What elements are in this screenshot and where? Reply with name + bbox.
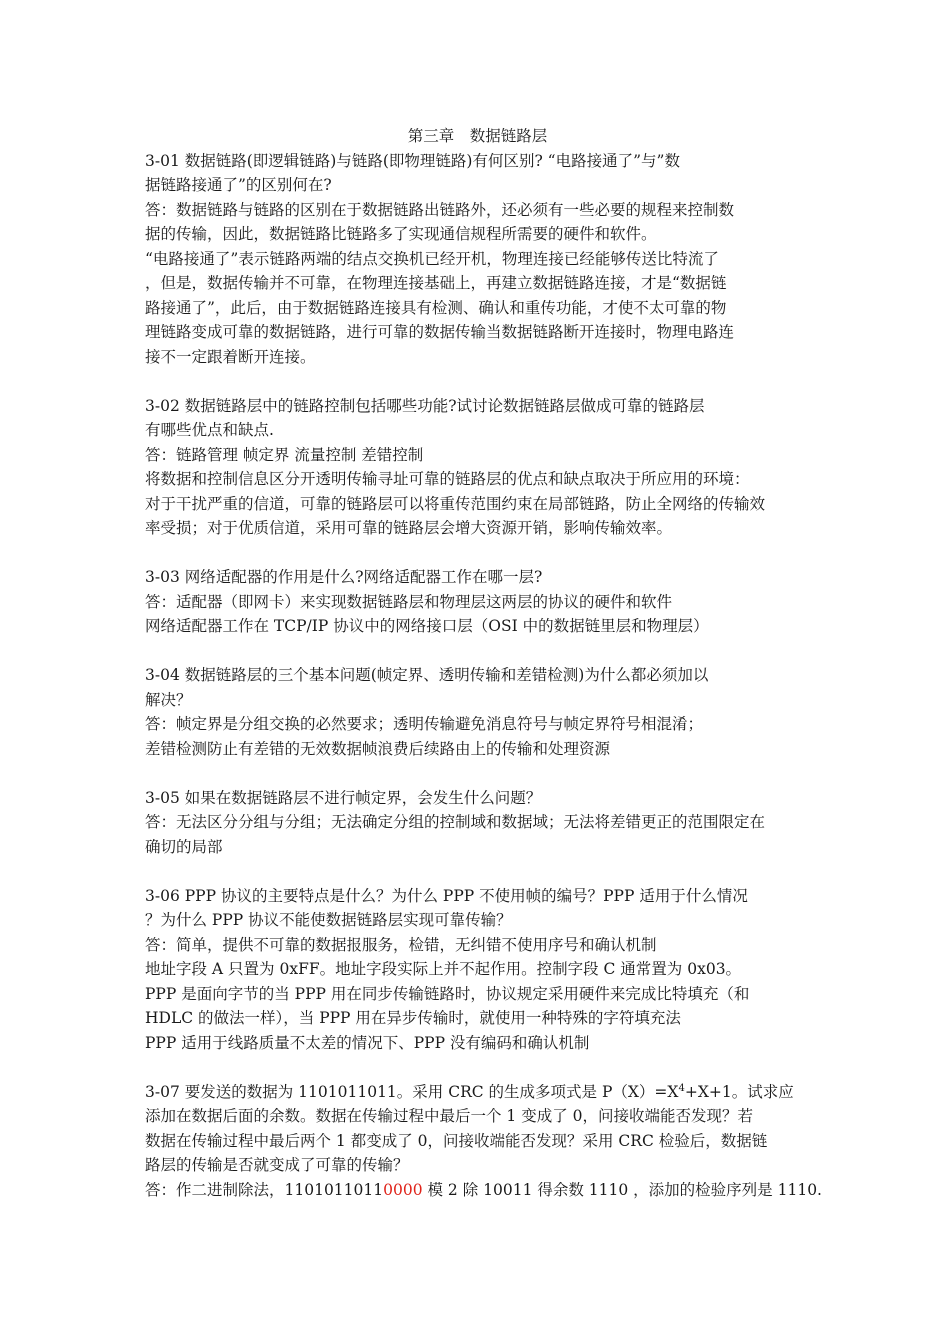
appended-zeros-highlight: 0000 bbox=[383, 1180, 423, 1199]
text-line: ？为什么 PPP 协议不能使数据链路层实现可靠传输？ bbox=[145, 911, 512, 929]
answer-line bbox=[145, 1178, 822, 1203]
question-line: 数据在传输过程中最后两个 1 都变成了 0，问接收端能否发现？采用 CRC 检验后，数据链 bbox=[145, 1131, 768, 1150]
text-line: PPP 适用于线路质量不太差的情况下、PPP 没有编码和确认机制 bbox=[145, 1033, 590, 1052]
text-line: 答：无法区分分组与分组；无法确定分组的控制域和数据域；无法将差错更正的范围限定在 bbox=[145, 813, 766, 831]
document-page bbox=[145, 124, 822, 1202]
question-line: 路层的传输是否就变成了可靠的传输？ bbox=[145, 1156, 409, 1174]
text-line: 确切的局部 bbox=[145, 837, 223, 856]
text-line: 解决？ bbox=[145, 690, 192, 709]
chapter-title: 第三章 数据链路层 bbox=[407, 127, 548, 145]
text-line: 答：数据链路与链路的区别在于数据链路出链路外，还必须有一些必要的规程来控制数 bbox=[145, 200, 735, 219]
text-line: 路接通了”，此后，由于数据链路连接具有检测、确认和重传功能，才使不太可靠的物 bbox=[145, 298, 727, 317]
section-spacer bbox=[145, 639, 810, 664]
section-spacer bbox=[145, 541, 810, 566]
text-line: 率受损；对于优质信道，采用可靠的链路层会增大资源开销，影响传输效率。 bbox=[145, 519, 673, 537]
superscript-exponent: 4 bbox=[678, 1082, 685, 1094]
text-line: 3-01 数据链路(即逻辑链路)与链路(即物理链路)有何区别? “电路接通了”与”数 bbox=[145, 151, 680, 170]
qa-section bbox=[145, 786, 810, 860]
text-line: 3-02 数据链路层中的链路控制包括哪些功能?试讨论数据链路层做成可靠的链路层 bbox=[145, 396, 705, 415]
text-line: ，但是，数据传输并不可靠，在物理连接基础上，再建立数据链路连接，才是“数据链 bbox=[145, 274, 727, 292]
text-line: 答：链路管理 帧定界 流量控制 差错控制 bbox=[145, 445, 424, 464]
text-line: 对于干扰严重的信道，可靠的链路层可以将重传范围约束在局部链路，防止全网络的传输效 bbox=[145, 494, 766, 513]
qa-sections bbox=[145, 149, 810, 1080]
section-spacer bbox=[145, 369, 810, 394]
question-line bbox=[145, 1080, 810, 1105]
answer-text: 模 2 除 10011 得余数 1110 ，添加的检验序列是 1110. bbox=[422, 1180, 822, 1199]
qa-section bbox=[145, 884, 810, 1056]
text-line: 3-05 如果在数据链路层不进行帧定界，会发生什么问题？ bbox=[145, 788, 542, 807]
question-text: +X+1。试求应 bbox=[684, 1082, 794, 1101]
text-line: 有哪些优点和缺点. bbox=[145, 421, 274, 439]
text-line: 网络适配器工作在 TCP/IP 协议中的网络接口层（OSI 中的数据链里层和物理层） bbox=[145, 617, 709, 635]
text-line: “电路接通了”表示链路两端的结点交换机已经开机，物理连接已经能够传送比特流了 bbox=[145, 249, 719, 268]
text-line: 3-03 网络适配器的作用是什么?网络适配器工作在哪一层? bbox=[145, 568, 543, 586]
text-line: 答：帧定界是分组交换的必然要求；透明传输避免消息符号与帧定界符号相混淆； bbox=[145, 715, 704, 733]
text-line: 差错检测防止有差错的无效数据帧浪费后续路由上的传输和处理资源 bbox=[145, 739, 611, 758]
answer-text: 答：作二进制除法，1101011011 bbox=[145, 1180, 384, 1199]
text-line: 据链路接通了”的区别何在? bbox=[145, 176, 332, 194]
qa-section-3-07 bbox=[145, 1080, 822, 1203]
text-line: PPP 是面向字节的当 PPP 用在同步传输链路时，协议规定采用硬件来完成比特填充（和 bbox=[145, 984, 750, 1003]
question-line: 添加在数据后面的余数。数据在传输过程中最后一个 1 变成了 0，问接收端能否发现？若 bbox=[145, 1107, 754, 1125]
qa-section bbox=[145, 565, 810, 639]
text-line: 据的传输，因此，数据链路比链路多了实现通信规程所需要的硬件和软件。 bbox=[145, 225, 657, 243]
section-spacer bbox=[145, 859, 810, 884]
text-line: HDLC 的做法一样），当 PPP 用在异步传输时，就使用一种特殊的字符填充法 bbox=[145, 1009, 681, 1027]
text-line: 将数据和控制信息区分开透明传输寻址可靠的链路层的优点和缺点取决于所应用的环境： bbox=[145, 470, 750, 488]
text-line: 地址字段 A 只置为 0xFF。地址字段实际上并不起作用。控制字段 C 通常置为 0x03。 bbox=[145, 960, 742, 978]
text-line: 答：适配器（即网卡）来实现数据链路层和物理层这两层的协议的硬件和软件 bbox=[145, 592, 673, 611]
question-text: 3-07 要发送的数据为 1101011011。采用 CRC 的生成多项式是 P（X）=X bbox=[145, 1082, 679, 1101]
qa-section bbox=[145, 663, 810, 761]
qa-section bbox=[145, 394, 810, 541]
text-line: 答：简单，提供不可靠的数据报服务，检错，无纠错不使用序号和确认机制 bbox=[145, 935, 657, 954]
section-spacer bbox=[145, 761, 810, 786]
text-line: 3-06 PPP 协议的主要特点是什么？为什么 PPP 不使用帧的编号？PPP 适用于什么情况 bbox=[145, 886, 748, 905]
section-spacer bbox=[145, 1055, 810, 1080]
text-line: 3-04 数据链路层的三个基本问题(帧定界、透明传输和差错检测)为什么都必须加以 bbox=[145, 666, 709, 684]
text-line: 接不一定跟着断开连接。 bbox=[145, 347, 316, 366]
qa-section bbox=[145, 149, 810, 370]
text-line: 理链路变成可靠的数据链路，进行可靠的数据传输当数据链路断开连接时，物理电路连 bbox=[145, 323, 735, 341]
